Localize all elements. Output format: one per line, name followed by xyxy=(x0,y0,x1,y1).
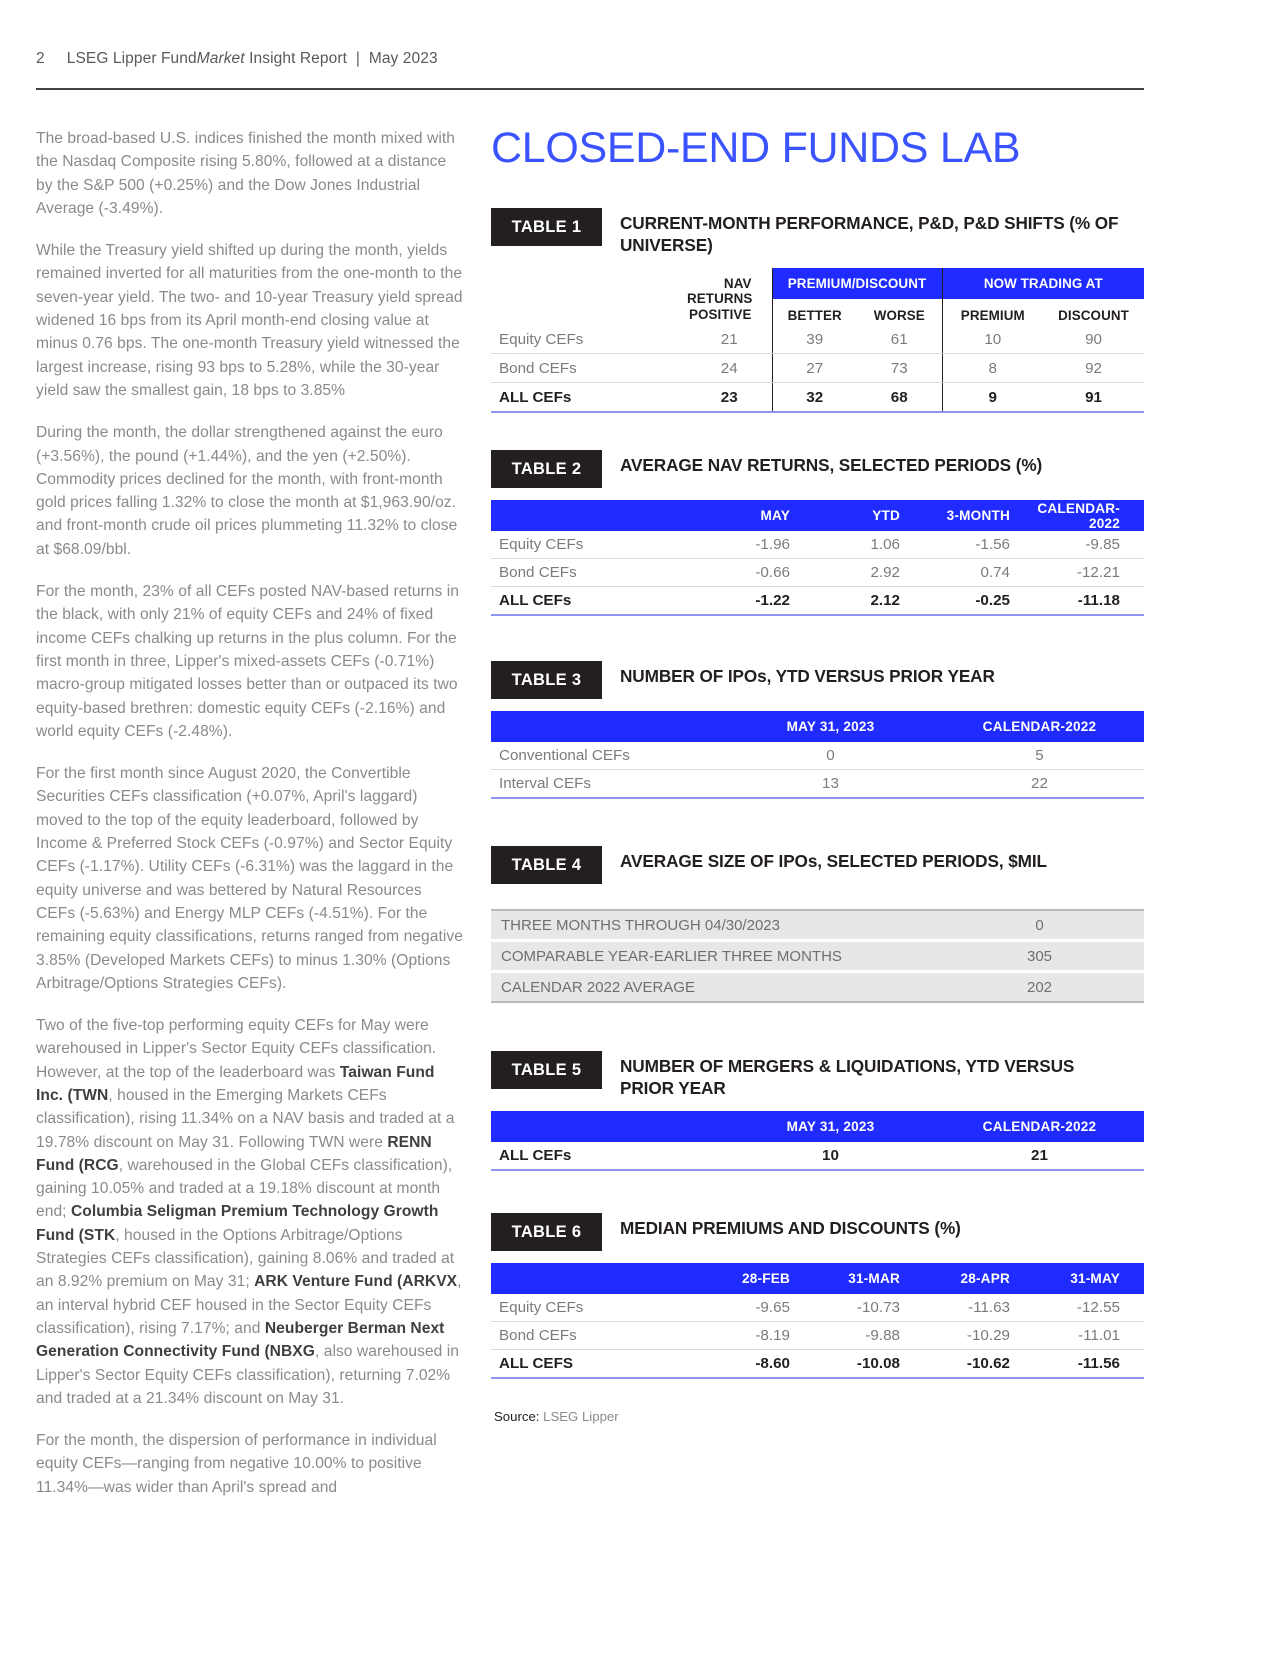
table-1-title: CURRENT-MONTH PERFORMANCE, P&D, P&D SHIFTS (% OF UNIVERSE) xyxy=(620,213,1119,255)
fund-name-twn: Taiwan Fund Inc. (TWN xyxy=(36,1063,435,1104)
table-2 xyxy=(491,500,1144,616)
row-label: THREE MONTHS THROUGH 04/30/2023 xyxy=(491,911,935,941)
table-4-block xyxy=(491,846,1144,1003)
cell-premium: 9 xyxy=(942,383,1043,413)
cell-31-may: -11.01 xyxy=(1034,1322,1144,1350)
paragraph: For the month, 23% of all CEFs posted NAV-based returns in the black, with only 21% of equity CEFs and 24% of fixed income CEFs chalking up returns in the plus column. For the first month in three, Lipper's mixed-assets CEFs (-0.71%) macro-group mitigated losses better than or outpaced its two equity-based brethren: domestic equity CEFs (-2.16%) and world equity CEFs (-2.48%). xyxy=(36,583,459,740)
paragraph-last: For the month, the dispersion of performance in individual equity CEFs—ranging from negative 10.00% to positive 11.34%—was wider than April's spread and xyxy=(36,1432,437,1496)
nav-line-1: NAV xyxy=(723,275,752,291)
cell-may-31-2023: 0 xyxy=(726,742,935,770)
table-row xyxy=(491,1294,1144,1322)
source-label: Source: xyxy=(494,1409,540,1424)
table-3 xyxy=(491,711,1144,799)
table-1 xyxy=(491,268,1144,413)
text-lead: Two of the five-top performing equity CEFs for May were warehoused in Lipper's Sector Equity CEFs classification. However, at the top of the leaderboard was xyxy=(36,1017,437,1081)
row-label: Bond CEFs xyxy=(491,1322,704,1350)
table-6 xyxy=(491,1263,1144,1379)
closed-end-funds-lab xyxy=(491,124,1144,1424)
paragraph: The broad-based U.S. indices finished the month mixed with the Nasdaq Composite rising 5.80%, followed at a distance by the S&P 500 (+0.25%) and the Dow Jones Industrial Average (-3.49%). xyxy=(36,130,455,217)
paragraph: During the month, the dollar strengthened against the euro (+3.56%), the pound (+1.44%), and the yen (+2.50%). Commodity prices declined for the month, with front-month gold prices falling 1.32% to close the month at $1,963.90/oz. and front-month crude oil prices plummeting 11.32% to close at $68.09/bbl. xyxy=(36,424,458,558)
text-2: , warehoused in the Global CEFs classification), gaining 10.05% and traded at a 19.18% discount at month end; xyxy=(36,1156,453,1221)
table-3-tag: TABLE 3 xyxy=(491,661,602,699)
cell-worse: 68 xyxy=(857,383,942,413)
header-title-prefix: LSEG Lipper Fund xyxy=(66,50,197,67)
cell-better: 32 xyxy=(772,383,857,413)
row-label: ALL CEFs xyxy=(491,587,704,616)
row-label: Equity CEFs xyxy=(491,1294,704,1322)
cell-28-apr: -10.29 xyxy=(924,1322,1034,1350)
cell-premium: 8 xyxy=(942,354,1043,383)
cell-31-may: -12.55 xyxy=(1034,1294,1144,1322)
table-row xyxy=(491,770,1144,799)
header-title xyxy=(67,50,438,68)
table-4-header xyxy=(491,846,1144,884)
cell-discount: 90 xyxy=(1043,325,1144,354)
cell-worse: 61 xyxy=(857,325,942,354)
text-5: , also warehoused in Lipper's Sector Equity CEFs classification), returning 7.02% and traded at a 21.34% discount on May 31. xyxy=(36,1343,459,1407)
column-header-blank xyxy=(491,500,704,531)
cell-28-feb: -8.60 xyxy=(704,1350,814,1379)
group-header-premium-discount: PREMIUM/DISCOUNT xyxy=(772,268,942,299)
table-3-title: NUMBER OF IPOs, YTD VERSUS PRIOR YEAR xyxy=(620,666,995,686)
header-divider xyxy=(36,88,1144,90)
cell-may: -0.66 xyxy=(704,559,814,587)
column-header-28-feb: 28-FEB xyxy=(704,1263,814,1294)
table-5-header-row xyxy=(491,1111,1144,1142)
cell-31-mar: -9.88 xyxy=(814,1322,924,1350)
cell-28-apr: -11.63 xyxy=(924,1294,1034,1322)
table-row-total xyxy=(491,383,1144,413)
cell-calendar-2022: 21 xyxy=(935,1142,1144,1170)
column-header-blank xyxy=(491,1263,704,1294)
table-row xyxy=(491,911,1144,941)
cell-value: 305 xyxy=(935,941,1144,972)
nav-line-2: RETURNS xyxy=(687,291,753,306)
row-label: ALL CEFs xyxy=(491,1142,726,1170)
table-4-title: AVERAGE SIZE OF IPOs, SELECTED PERIODS, $MIL xyxy=(620,851,1047,871)
paragraph-funds xyxy=(36,1014,464,1410)
table-6-header-row xyxy=(491,1263,1144,1294)
table-3-header-row xyxy=(491,711,1144,742)
column-header-31-may: 31-MAY xyxy=(1034,1263,1144,1294)
table-5 xyxy=(491,1111,1144,1171)
cell-28-apr: -10.62 xyxy=(924,1350,1034,1379)
column-header-31-mar: 31-MAR xyxy=(814,1263,924,1294)
paragraph: While the Treasury yield shifted up during the month, yields remained inverted for all maturities from the one-month to the seven-year yield. The two- and 10-year Treasury yield spread widened 16 bps from its April month-end closing value at minus 0.76 bps. The one-month Treasury yield witnessed the largest increase, rising 93 bps to 5.28%, while the 30-year yield saw the smallest gain, 18 bps to 3.85% xyxy=(36,242,463,399)
source-value: LSEG Lipper xyxy=(543,1409,619,1424)
cell-ytd: 1.06 xyxy=(814,531,924,559)
table-row xyxy=(491,531,1144,559)
row-label: ALL CEFs xyxy=(491,383,687,413)
table-2-header xyxy=(491,450,1144,488)
paragraph: For the first month since August 2020, the Convertible Securities CEFs classification (+0.07%, April's laggard) moved to the top of the equity leaderboard, followed by Income & Preferred Stock CEFs (-0.97%) and Sector Equity CEFs (-1.17%). Utility CEFs (-6.31%) was the laggard in the equity universe and was bettered by Natural Resources CEFs (-5.63%) and Energy MLP CEFs (-4.51%). For the remaining equity classifications, returns ranged from negative 3.85% (Developed Markets CEFs) to minus 1.30% (Options Arbitrage/Options Strategies CEFs). xyxy=(36,765,463,992)
cell-value: 0 xyxy=(935,911,1144,941)
cell-may-31-2023: 13 xyxy=(726,770,935,799)
fund-name-arkvx: ARK Venture Fund (ARKVX xyxy=(254,1273,458,1291)
cell-ytd: 2.12 xyxy=(814,587,924,616)
cell-discount: 92 xyxy=(1043,354,1144,383)
column-header-ytd: YTD xyxy=(814,500,924,531)
text-4: , an interval hybrid CEF housed in the Sector Equity CEFs classification), rising 7.17%; and xyxy=(36,1273,462,1337)
table-3-block xyxy=(491,661,1144,799)
article-body xyxy=(36,127,464,1518)
page-title: CLOSED-END FUNDS LAB xyxy=(491,124,1021,172)
table-5-block xyxy=(491,1051,1144,1171)
cell-calendar-2022: -9.85 xyxy=(1034,531,1144,559)
fund-name-nbxg: Neuberger Berman Next Generation Connectivity Fund (NBXG xyxy=(36,1319,445,1361)
column-header-calendar-2022: CALENDAR-2022 xyxy=(935,1111,1144,1142)
table-row xyxy=(491,972,1144,1002)
fund-name-stk: Columbia Seligman Premium Technology Growth Fund (STK xyxy=(36,1203,439,1244)
cell-calendar-2022: 22 xyxy=(935,770,1144,799)
cell-better: 27 xyxy=(772,354,857,383)
column-header-may: MAY xyxy=(704,500,814,531)
cell-value: 202 xyxy=(935,972,1144,1002)
table-row xyxy=(491,354,1144,383)
table-4 xyxy=(491,911,1144,1001)
table-5-title: NUMBER OF MERGERS & LIQUIDATIONS, YTD VERSUS PRIOR YEAR xyxy=(620,1056,1075,1098)
cell-premium: 10 xyxy=(942,325,1043,354)
column-header-may-31-2023: MAY 31, 2023 xyxy=(726,1111,935,1142)
table-2-header-row xyxy=(491,500,1144,531)
cell-calendar-2022: -11.18 xyxy=(1034,587,1144,616)
row-label: Interval CEFs xyxy=(491,770,726,799)
table-row xyxy=(491,742,1144,770)
column-header-calendar-2022: CALENDAR-2022 xyxy=(935,711,1144,742)
row-label: Bond CEFs xyxy=(491,354,687,383)
cell-31-mar: -10.08 xyxy=(814,1350,924,1379)
column-header-28-apr: 28-APR xyxy=(924,1263,1034,1294)
table-6-title: MEDIAN PREMIUMS AND DISCOUNTS (%) xyxy=(620,1218,961,1238)
cell-nav-positive: 23 xyxy=(687,383,772,413)
cell-calendar-2022: 5 xyxy=(935,742,1144,770)
table-row-total xyxy=(491,1142,1144,1170)
table-6-block xyxy=(491,1213,1144,1379)
table-row xyxy=(491,1322,1144,1350)
cell-better: 39 xyxy=(772,325,857,354)
table-5-header xyxy=(491,1051,1144,1099)
table-2-block xyxy=(491,450,1144,616)
cell-may: -1.22 xyxy=(704,587,814,616)
fund-name-rcg: RENN Fund (RCG xyxy=(36,1133,432,1174)
cell-28-feb: -9.65 xyxy=(704,1294,814,1322)
subheader-discount: DISCOUNT xyxy=(1058,308,1129,323)
table-1-tag: TABLE 1 xyxy=(491,208,602,246)
subheader-worse: WORSE xyxy=(873,308,925,323)
table-4-tag: TABLE 4 xyxy=(491,846,602,884)
table-6-tag: TABLE 6 xyxy=(491,1213,602,1251)
cell-ytd: 2.92 xyxy=(814,559,924,587)
subheader-premium: PREMIUM xyxy=(942,299,1043,325)
table-row xyxy=(491,325,1144,354)
cell-discount: 91 xyxy=(1043,383,1144,413)
nav-line-3: POSITIVE xyxy=(688,306,752,322)
nav-returns-positive-header xyxy=(687,268,772,325)
table-3-header xyxy=(491,661,1144,699)
table-5-tag: TABLE 5 xyxy=(491,1051,602,1089)
page-header xyxy=(36,50,1144,68)
cell-28-feb: -8.19 xyxy=(704,1322,814,1350)
table-1-group-row xyxy=(491,268,1144,299)
page-number: 2 xyxy=(36,50,45,67)
table-1-block xyxy=(491,208,1144,413)
header-date: May 2023 xyxy=(368,50,438,67)
cell-31-may: -11.56 xyxy=(1034,1350,1144,1379)
table-row xyxy=(491,559,1144,587)
row-label: CALENDAR 2022 AVERAGE xyxy=(491,972,935,1002)
cell-worse: 73 xyxy=(857,354,942,383)
cell-nav-positive: 21 xyxy=(687,325,772,354)
header-title-italic: Market xyxy=(196,50,245,67)
cell-calendar-2022: -12.21 xyxy=(1034,559,1144,587)
column-header-may-31-2023: MAY 31, 2023 xyxy=(726,711,935,742)
row-label: Equity CEFs xyxy=(491,325,687,354)
table-row-total xyxy=(491,587,1144,616)
header-separator: | xyxy=(355,50,360,67)
text-3: , housed in the Options Arbitrage/Options Strategies CEFs classification), gaining 8.06% and traded at an 8.92% premium on May 31; xyxy=(36,1226,455,1291)
row-label: COMPARABLE YEAR-EARLIER THREE MONTHS xyxy=(491,941,935,972)
cell-may-31-2023: 10 xyxy=(726,1142,935,1170)
group-header-now-trading-at: NOW TRADING AT xyxy=(942,268,1144,299)
row-label: Conventional CEFs xyxy=(491,742,726,770)
header-title-suffix: Insight Report xyxy=(244,50,348,67)
column-header-3month: 3-MONTH xyxy=(924,500,1034,531)
table-6-header xyxy=(491,1213,1144,1251)
table-2-title: AVERAGE NAV RETURNS, SELECTED PERIODS (%) xyxy=(620,455,1043,475)
cell-may: -1.96 xyxy=(704,531,814,559)
table-2-tag: TABLE 2 xyxy=(491,450,602,488)
spacer-cell xyxy=(491,268,687,325)
table-4-wrapper xyxy=(491,909,1144,1003)
table-row xyxy=(491,941,1144,972)
column-header-blank xyxy=(491,1111,726,1142)
cell-31-mar: -10.73 xyxy=(814,1294,924,1322)
row-label: Bond CEFs xyxy=(491,559,704,587)
column-header-calendar-2022: CALENDAR-2022 xyxy=(1034,500,1144,531)
text-1: , housed in the Emerging Markets CEFs classification), rising 11.34% on a NAV basis and traded at a 19.78% discount on May 31. Following TWN were xyxy=(36,1086,455,1151)
row-label: Equity CEFs xyxy=(491,531,704,559)
row-label: ALL CEFS xyxy=(491,1350,704,1379)
column-header-blank xyxy=(491,711,726,742)
subheader-better: BETTER xyxy=(772,299,857,325)
table-1-header xyxy=(491,208,1144,256)
cell-nav-positive: 24 xyxy=(687,354,772,383)
cell-3month: 0.74 xyxy=(924,559,1034,587)
table-row-total xyxy=(491,1350,1144,1379)
source-note xyxy=(491,1409,1144,1424)
cell-3month: -0.25 xyxy=(924,587,1034,616)
cell-3month: -1.56 xyxy=(924,531,1034,559)
